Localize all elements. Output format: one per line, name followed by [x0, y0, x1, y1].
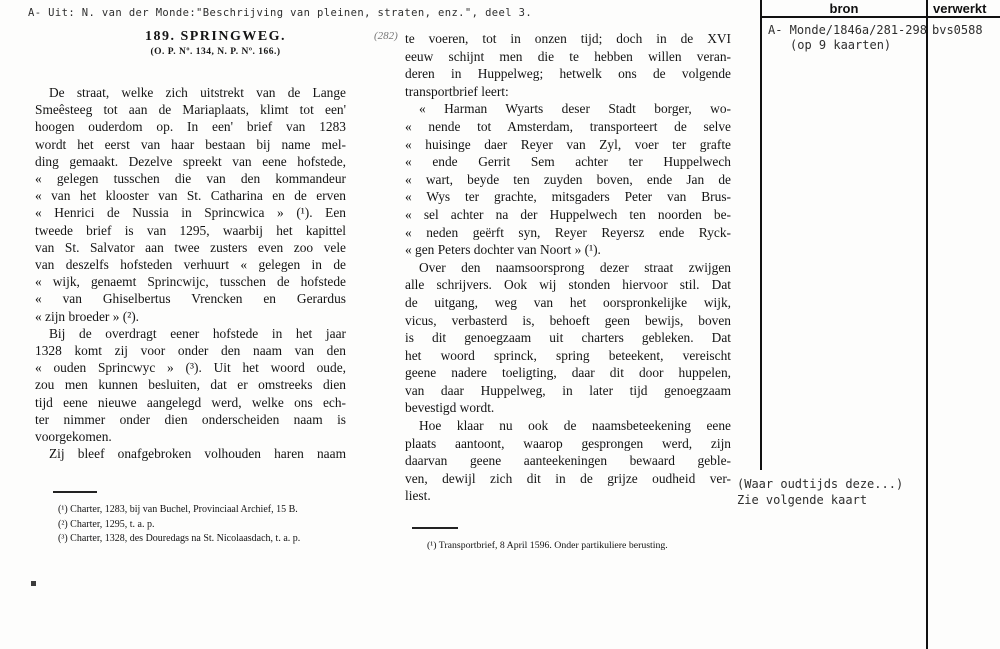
- text-line: vicus, verbasterd is, behoeft geen bewijs, boven: [405, 312, 731, 328]
- book-left-footnotes: [58, 503, 358, 547]
- text-line: wordt het eerst van haar bestaan bij name mel-: [35, 136, 346, 152]
- bron-reference: A- Monde/1846a/281-298: [768, 23, 927, 37]
- table-left-rule: [760, 0, 762, 470]
- typed-bottom-note-line1: (Waar oudtijds deze...): [737, 477, 904, 491]
- text-line: hoogen ouderdom op. In een' brief van 1283: [35, 119, 346, 135]
- text-line: ter nimmer onder dien onderscheiden naam is: [35, 411, 346, 427]
- text-line: De straat, welke zich uitstrekt van de Lange: [49, 85, 346, 100]
- text-line: bevestigd wordt.: [405, 400, 495, 416]
- footnote-separator-left: [53, 491, 97, 493]
- text-line: ding gemaakt. Dezelve spreekt van eene hofstede,: [35, 153, 346, 169]
- text-line: « zijn broeder » (²).: [35, 308, 140, 324]
- handwritten-page-number: (282): [374, 30, 398, 42]
- table-header-rule: [760, 16, 1000, 18]
- text-line: (¹) Transportbrief, 8 April 1596. Onder partikuliere berusting.: [427, 540, 668, 551]
- text-line: « Henrici de Nussia in Sprincwica » (¹). Een: [35, 205, 346, 221]
- text-line: Hoe klaar nu ook de naamsbeteekening eene: [419, 418, 731, 434]
- text-line: « gen Peters dochter van Noort » (¹).: [405, 242, 601, 258]
- text-line: (²) Charter, 1295, t. a. p.: [58, 518, 155, 530]
- bron-reference-detail: (op 9 kaarten): [790, 38, 892, 52]
- text-line: transportbrief leert:: [405, 83, 509, 99]
- text-line: « wijk, genaemt Sprincwijc, tusschen de hofstede: [35, 274, 346, 290]
- text-line: van daar Huppelweg, in later tijd genoegzaam: [405, 382, 731, 398]
- text-line: Zij bleef onafgebroken volhouden haren naam: [49, 446, 346, 462]
- text-line: « Wys ter grachte, mitsgaders Peter van Brus-: [405, 189, 731, 205]
- text-line: te voeren, tot in onzen tijd; doch in de XVI: [405, 31, 731, 46]
- article-subheading: (O. P. Nº. 134, N. P. Nº. 166.): [150, 47, 281, 57]
- text-line: (³) Charter, 1328, des Douredags na St. Nicolaasdach, t. a. p.: [58, 533, 301, 544]
- text-line: « van het klooster van St. Catharina en de erven: [35, 188, 346, 204]
- text-line: « neden geërft syn, Reyer Reyersz ende Ryck-: [405, 224, 731, 240]
- text-line: alle schrijvers. Ook wij stonden hiervoor stil. Dat: [405, 277, 731, 293]
- text-line: van St. Salvator aan twee zusters even zoo vele: [35, 239, 346, 255]
- text-line: voorgekomen.: [35, 429, 112, 445]
- column-header-bron: bron: [829, 1, 859, 16]
- typed-source-note: A- Uit: N. van der Monde:"Beschrijving van pleinen, straten, enz.", deel 3.: [28, 7, 533, 19]
- footnote-separator-right: [412, 527, 458, 529]
- text-line: « gelegen tusschen die van den kommandeur: [35, 171, 346, 187]
- typed-bottom-note-line2: Zie volgende kaart: [737, 493, 868, 507]
- text-line: de uitgang, weg van het oorspronkelijke wijk,: [405, 294, 731, 310]
- text-line: van deszelfs hofsteden verhuurt « gelegen in de: [35, 257, 346, 273]
- table-column-divider-rule: [926, 0, 928, 649]
- text-line: deren in Huppelweg; hetwelk ons de volgende: [405, 66, 731, 82]
- text-line: plaats aantoont, waarop gesprongen werd, zijn: [405, 435, 731, 451]
- book-right-column: [405, 30, 731, 505]
- text-line: het woord sprinck, spring beteekent, vereischt: [405, 347, 731, 363]
- text-line: eeuw schijnt men die te hebben willen veran-: [405, 48, 731, 64]
- book-left-column: [35, 84, 346, 462]
- text-line: (¹) Charter, 1283, bij van Buchel, Provinciaal Archief, 15 B.: [58, 504, 298, 515]
- book-right-footnotes: [427, 539, 727, 553]
- text-line: « wart, beyde ten zuyden boven, ende Jan de: [405, 171, 731, 187]
- text-line: 1328 komt zij voor onder den naam van den: [35, 343, 346, 359]
- text-line: ven, dewijl zich dit in de grijze oudheid ver-: [405, 470, 731, 486]
- verwerkt-code: bvs0588: [932, 23, 983, 37]
- text-line: daarvan geene aanteekeningen bewaard geble-: [405, 453, 731, 469]
- text-line: is dit genoegzaam uit charters gebleken. Dat: [405, 330, 731, 346]
- text-line: « ende Gerrit Sem achter ter Huppelwech: [405, 154, 731, 170]
- text-line: « sel achter na der Huppelwech ten noorden be-: [405, 206, 731, 222]
- text-line: « van Ghiselbertus Vrencken en Gerardus: [35, 291, 346, 307]
- ink-dot-mark: [31, 581, 36, 586]
- text-line: « ouden Sprincwyc » (³). Uit het woord oude,: [35, 360, 346, 376]
- article-heading: 189. SPRINGWEG.: [144, 29, 287, 44]
- text-line: « nende tot Amsterdam, transporteert de selve: [405, 118, 731, 134]
- text-line: Smeêsteeg tot aan de Mariaplaats, klimt tot een': [35, 102, 346, 118]
- text-line: zou men kunnen besluiten, dat er omstreeks dien: [35, 377, 346, 393]
- text-line: « Harman Wyarts deser Stadt borger, wo-: [419, 101, 731, 117]
- text-line: « huisinge daer Reyer van Zyl, voer ter grafte: [405, 136, 731, 152]
- column-header-verwerkt: verwerkt: [933, 1, 987, 16]
- text-line: tweede brief is van 1295, waarbij het kapittel: [35, 222, 346, 238]
- text-line: liest.: [405, 488, 431, 504]
- text-line: geene nadere toeligting, daar dit door huppelen,: [405, 365, 731, 381]
- text-line: Bij de overdragt eener hofstede in het jaar: [49, 325, 346, 341]
- text-line: Over den naamsoorsprong dezer straat zwijgen: [419, 259, 731, 275]
- text-line: tijd eene nieuwe aangelegd werd, welke ons ech-: [35, 394, 346, 410]
